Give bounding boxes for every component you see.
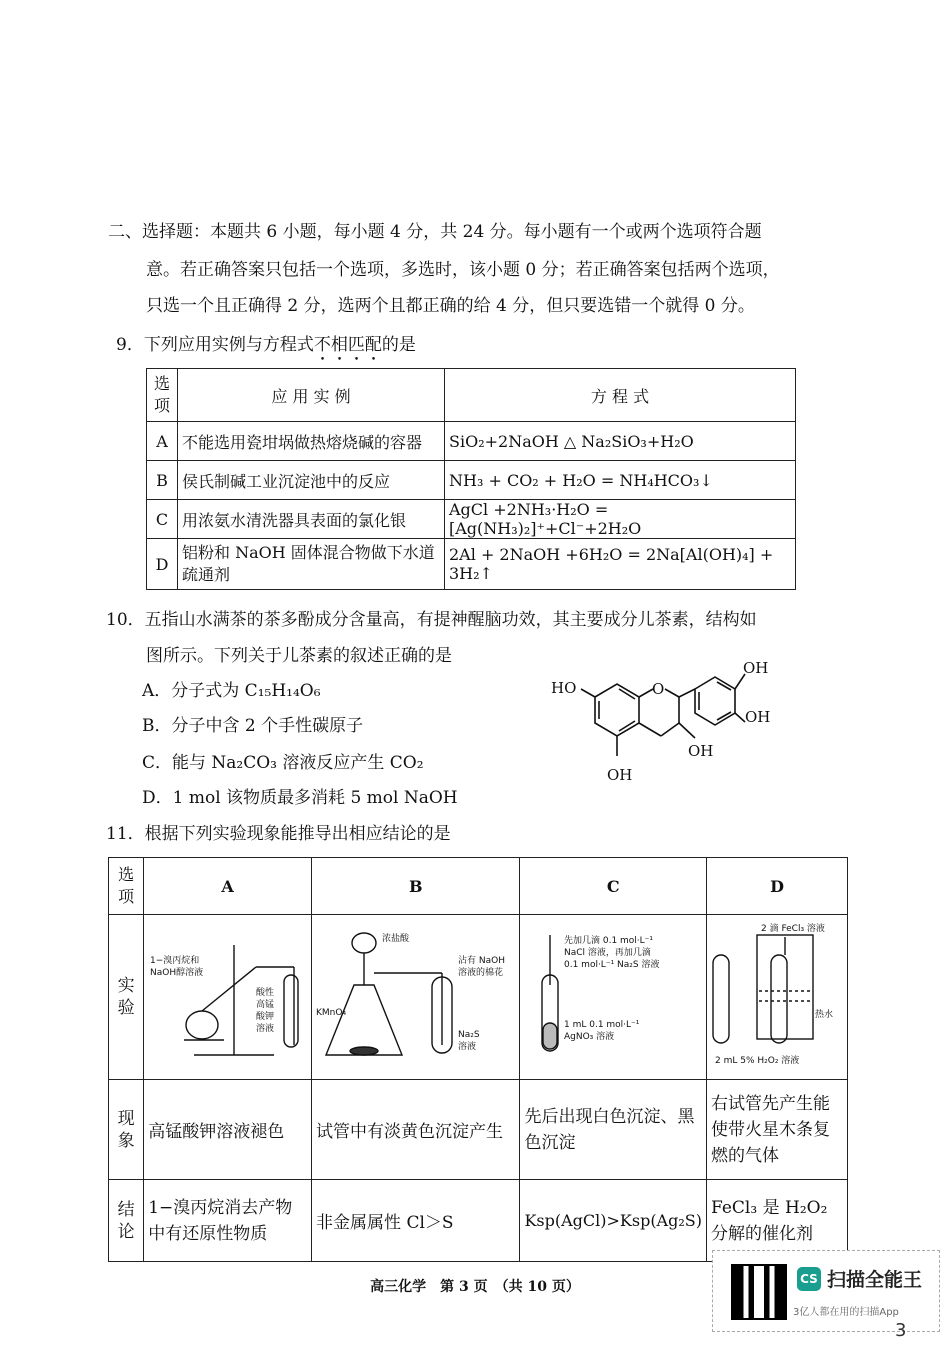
apparatus-c-label: 1 mL 0.1 mol·L⁻¹ xyxy=(564,1020,640,1030)
apparatus-d-label: 2 滴 FeCl₃ 溶液 xyxy=(761,924,825,934)
apparatus-a-label: 酸性 xyxy=(256,988,275,998)
watermark-app-name: 扫描全能王 xyxy=(827,1269,923,1291)
q11-phenomenon-row xyxy=(109,1080,848,1180)
q9-equation-cell: AgCl +2NH₃·H₂O = [Ag(NH₃)₂]⁺+Cl⁻+2H₂O xyxy=(445,500,796,539)
q9-example-cell: 铝粉和 NaOH 固体混合物做下水道疏通剂 xyxy=(178,539,445,590)
q11-col-c: C xyxy=(520,858,707,915)
q9-option-label: B xyxy=(147,461,178,500)
apparatus-a-label: 高锰 xyxy=(256,1000,275,1010)
apparatus-b-label: 浓盐酸 xyxy=(382,934,410,944)
page-number-mark: 3 xyxy=(895,1320,907,1341)
apparatus-c-label: 0.1 mol·L⁻¹ Na₂S 溶液 xyxy=(564,960,660,970)
q10-option-d: D．1 mol 该物质最多消耗 5 mol NaOH xyxy=(142,788,458,808)
apparatus-d-label: 2 mL 5% H₂O₂ 溶液 xyxy=(715,1056,800,1066)
q9-option-label: C xyxy=(147,500,178,539)
q11-phenomenon-a: 高锰酸钾溶液褪色 xyxy=(144,1080,312,1180)
q9-row-b xyxy=(147,461,796,500)
q11-phenomenon-d: 右试管先产生能使带火星木条复燃的气体 xyxy=(707,1080,848,1180)
q10-stem-line1: 10．五指山水满茶的茶多酚成分含量高，有提神醒脑功效，其主要成分儿茶素，结构如 xyxy=(106,610,757,630)
apparatus-a xyxy=(144,915,308,1075)
q11-col-b: B xyxy=(312,858,520,915)
q11-header-row xyxy=(109,858,848,915)
apparatus-b-label: 沾有 NaOH xyxy=(458,956,506,966)
q11-col-a: A xyxy=(144,858,312,915)
q11-phenomenon-b: 试管中有淡黄色沉淀产生 xyxy=(312,1080,520,1180)
qr-code-icon xyxy=(731,1264,787,1320)
section-heading-line2: 意。若正确答案只包括一个选项，多选时，该小题 0 分；若正确答案包括两个选项， xyxy=(146,260,780,280)
q9-row-d xyxy=(147,539,796,590)
q11-experiment-c xyxy=(520,915,707,1080)
cs-logo-icon: CS xyxy=(797,1267,821,1291)
apparatus-a-label: 酸钾 xyxy=(256,1012,275,1022)
apparatus-c-label: AgNO₃ 溶液 xyxy=(564,1032,615,1042)
structure-label-ring-o: O xyxy=(652,680,665,698)
q11-experiment-d xyxy=(707,915,848,1080)
q9-row-c xyxy=(147,500,796,539)
q9-option-label: D xyxy=(147,539,178,590)
q11-conclusion-a: 1−溴丙烷消去产物中有还原性物质 xyxy=(144,1180,312,1262)
q11-experiment-b xyxy=(312,915,520,1080)
q9-equation-cell: 2Al + 2NaOH +6H₂O = 2Na[Al(OH)₄] + 3H₂↑ xyxy=(445,539,796,590)
q9-example-cell: 侯氏制碱工业沉淀池中的反应 xyxy=(178,461,445,500)
structure-label-oh-mid: OH xyxy=(688,742,714,760)
q11-phenomenon-c: 先后出现白色沉淀、黑色沉淀 xyxy=(520,1080,707,1180)
q11-row-label-conclusion: 结论 xyxy=(109,1180,144,1262)
apparatus-b-label: 溶液的棉花 xyxy=(458,968,504,978)
q11-experiment-a xyxy=(144,915,312,1080)
q10-stem-line2: 图所示。下列关于儿茶素的叙述正确的是 xyxy=(146,646,452,666)
q11-row-label-experiment: 实验 xyxy=(109,915,144,1080)
q9-header-equation: 方 程 式 xyxy=(445,369,796,422)
watermark-tagline: 3亿人都在用的扫描App xyxy=(793,1307,899,1318)
q9-equation-cell: SiO₂+2NaOH △ Na₂SiO₃+H₂O xyxy=(445,422,796,461)
q9-example-cell: 用浓氨水清洗器具表面的氯化银 xyxy=(178,500,445,539)
apparatus-c-label: 先加几滴 0.1 mol·L⁻¹ xyxy=(564,936,654,946)
apparatus-a-label: NaOH醇溶液 xyxy=(150,968,204,978)
q9-option-label: A xyxy=(147,422,178,461)
section-heading-line1: 二、选择题：本题共 6 小题，每小题 4 分，共 24 分。每小题有一个或两个选项符合题 xyxy=(108,222,762,242)
q9-header-option: 选项 xyxy=(147,369,178,422)
q9-header-row xyxy=(147,369,796,422)
apparatus-c xyxy=(520,915,696,1075)
q11-stem: 11．根据下列实验现象能推导出相应结论的是 xyxy=(106,824,451,844)
apparatus-a-label: 1−溴丙烷和 xyxy=(150,956,200,966)
q11-experiment-row xyxy=(109,915,848,1080)
apparatus-b-label: Na₂S xyxy=(458,1030,480,1040)
q10-option-c: C．能与 Na₂CO₃ 溶液反应产生 CO₂ xyxy=(142,753,424,773)
q10-option-b: B．分子中含 2 个手性碳原子 xyxy=(142,716,364,736)
apparatus-b-label: 溶液 xyxy=(458,1042,477,1052)
apparatus-d-label: 热水 xyxy=(815,1010,834,1020)
q11-col-d: D xyxy=(707,858,848,915)
q9-header-example: 应 用 实 例 xyxy=(178,369,445,422)
page-footer: 高三化学 第 3 页 （共 10 页） xyxy=(370,1279,580,1295)
q11-header-option: 选项 xyxy=(109,858,144,915)
q10-option-a: A．分子式为 C₁₅H₁₄O₆ xyxy=(142,681,321,701)
structure-label-ho: HO xyxy=(551,679,577,697)
q9-stem: 9．下列应用实例与方程式不相匹配的是 xyxy=(116,335,416,355)
q9-equation-cell: NH₃ + CO₂ + H₂O = NH₄HCO₃↓ xyxy=(445,461,796,500)
structure-label-oh-bottom: OH xyxy=(607,766,633,784)
q11-conclusion-d: FeCl₃ 是 H₂O₂ 分解的催化剂 xyxy=(707,1180,848,1262)
structure-label-oh-top: OH xyxy=(743,659,769,677)
q9-row-a xyxy=(147,422,796,461)
structure-label-oh-right: OH xyxy=(745,708,771,726)
q9-example-cell: 不能选用瓷坩埚做热熔烧碱的容器 xyxy=(178,422,445,461)
apparatus-b-label: KMnO₄ xyxy=(316,1008,347,1018)
q11-conclusion-c: Ksp(AgCl)>Ksp(Ag₂S) xyxy=(520,1180,707,1262)
q11-row-label-phenomenon: 现象 xyxy=(109,1080,144,1180)
catechin-structure xyxy=(545,652,785,792)
section-heading-line3: 只选一个且正确得 2 分，选两个且都正确的给 4 分，但只要选错一个就得 0 分。 xyxy=(146,296,755,316)
apparatus-c-label: NaCl 溶液，再加几滴 xyxy=(564,948,652,958)
apparatus-b xyxy=(312,915,518,1075)
q9-table xyxy=(146,368,796,590)
apparatus-d xyxy=(707,915,847,1075)
apparatus-a-label: 溶液 xyxy=(256,1024,275,1034)
q11-table xyxy=(108,857,848,1262)
q11-conclusion-b: 非金属属性 Cl＞S xyxy=(312,1180,520,1262)
